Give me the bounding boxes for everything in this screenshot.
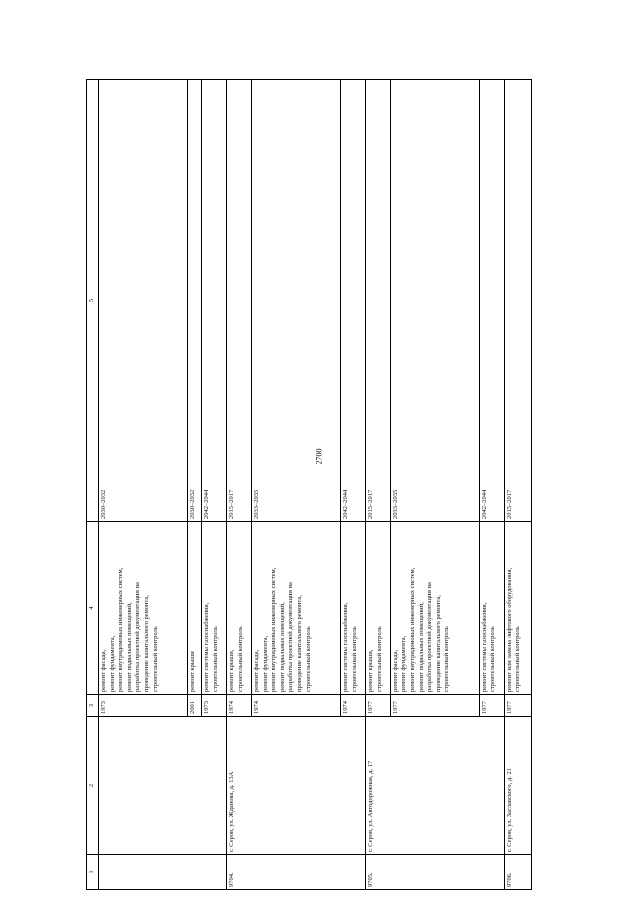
header-cell: 3 [87, 695, 99, 717]
address-cell: г. Серов, ул. Жданова, д. 13А [227, 717, 366, 855]
work-item: ремонт фундамента, [261, 635, 269, 692]
header-cell: 1 [87, 855, 99, 890]
work-item: ремонт фасада, [391, 649, 399, 692]
period-cell: 2033–2035 [390, 80, 479, 522]
header-cell: 4 [87, 522, 99, 695]
works-cell [504, 522, 531, 695]
work-item: ремонт крыши, [228, 649, 236, 692]
work-item: ремонт крыши [188, 651, 196, 692]
work-item: строительный контроль [304, 626, 312, 692]
table-row [504, 80, 531, 890]
period-cell: 2042–2044 [202, 80, 227, 522]
address-cell [99, 717, 227, 855]
works-cell [99, 522, 188, 695]
address-cell: г. Серов, ул. Заславского, д. 21 [504, 717, 531, 855]
address-cell: г. Серов, ул. Автодорожная, д. 17 [365, 717, 504, 855]
work-item: ремонт фасада, [100, 649, 107, 692]
works-cell [479, 522, 504, 695]
work-item: ремонт подвальных помещений, [278, 602, 286, 692]
work-item: строительный контроль [211, 626, 219, 692]
works-cell [365, 522, 390, 695]
work-item: ремонт или замена лифтового оборудования, [505, 567, 513, 692]
year-cell: 1974 [227, 695, 252, 717]
year-cell: 2001 [187, 695, 201, 717]
work-item: ремонт системы газоснабжения, [342, 602, 350, 692]
page-number: 2700 [314, 448, 324, 465]
period-cell: 2015–2017 [365, 80, 390, 522]
header-cell: 2 [87, 717, 99, 855]
work-item: ремонт системы газоснабжения, [203, 602, 211, 692]
year-cell: 1973 [202, 695, 227, 717]
work-item: ремонт внутридомовых инженерных систем, [270, 567, 278, 692]
year-cell: 1974 [252, 695, 341, 717]
row-number-cell: 9704. [227, 855, 366, 890]
rotated-table-area [86, 80, 532, 890]
work-item: ремонт внутридомовых инженерных систем, [117, 567, 125, 692]
table-wrapper [86, 80, 532, 890]
work-item: строительный контроль [151, 626, 159, 692]
period-cell: 2015–2017 [504, 80, 531, 522]
work-item: ремонт подвальных помещений, [125, 602, 133, 692]
period-cell: 2042–2044 [479, 80, 504, 522]
work-item: ремонт крыши, [366, 649, 374, 692]
period-cell: 2033–2035 [252, 80, 341, 522]
period-cell: 2042–2044 [341, 80, 366, 522]
period-cell: 2015–2017 [227, 80, 252, 522]
table-row [99, 80, 188, 890]
work-item: проведение капитального ремонта, [434, 595, 442, 692]
work-item: строительный контроль [375, 626, 383, 692]
work-item: разработка проектной документации на [426, 582, 434, 692]
table-row [365, 80, 390, 890]
period-cell: 2030–2032 [99, 80, 188, 522]
table-row [227, 80, 252, 890]
work-item: ремонт подвальных помещений, [417, 602, 425, 692]
work-item: строительный контроль [350, 626, 358, 692]
work-item: ремонт системы газоснабжения, [480, 602, 488, 692]
work-item: строительный контроль [514, 626, 522, 692]
year-cell: 1977 [365, 695, 390, 717]
row-number-cell: 9705. [365, 855, 504, 890]
works-cell [227, 522, 252, 695]
year-cell: 1977 [479, 695, 504, 717]
work-item: строительный контроль [443, 626, 451, 692]
work-item: проведение капитального ремонта, [296, 595, 304, 692]
work-item: ремонт внутридомовых инженерных систем, [409, 567, 417, 692]
work-item: ремонт фасада, [253, 649, 261, 692]
header-cell: 5 [87, 80, 99, 522]
year-cell: 1977 [504, 695, 531, 717]
year-cell: 1974 [341, 695, 366, 717]
work-item: строительный контроль [236, 626, 244, 692]
works-cell [341, 522, 366, 695]
works-cell [187, 522, 201, 695]
works-cell [202, 522, 227, 695]
repair-schedule-table [86, 79, 532, 890]
work-item: разработка проектной документации на [134, 582, 142, 692]
work-item: разработка проектной документации на [287, 582, 295, 692]
year-cell: 1977 [390, 695, 479, 717]
row-number-cell: 9706. [504, 855, 531, 890]
header-row [87, 80, 99, 890]
work-item: проведение капитального ремонта, [142, 595, 150, 692]
period-cell: 2030–2032 [187, 80, 201, 522]
year-cell: 1973 [99, 695, 188, 717]
work-item: ремонт фундамента, [108, 635, 116, 692]
work-item: строительный контроль [489, 626, 497, 692]
row-number-cell [99, 855, 227, 890]
works-cell [252, 522, 341, 695]
work-item: ремонт фундамента, [400, 635, 408, 692]
works-cell [390, 522, 479, 695]
